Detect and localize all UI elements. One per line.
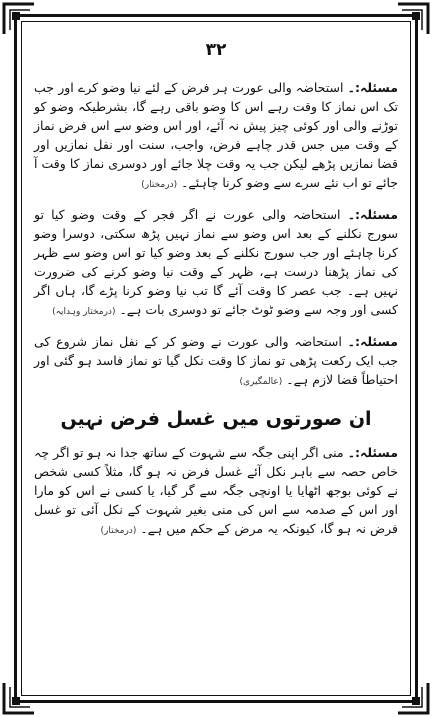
page-number: ۳۲	[205, 40, 227, 60]
masala-label: مسئلہ:۔	[347, 80, 398, 95]
page-content	[34, 78, 398, 551]
masala-label: مسئلہ:۔	[347, 207, 398, 222]
masala-label: مسئلہ:۔	[347, 334, 398, 349]
corner-ornament	[396, 681, 430, 715]
masala-text: منی اگر اپنی جگہ سے شہوت کے ساتھ جدا نہ ہو تو اگر چہ خاص حصہ سے باہر نکل آئے غسل فرض نہ ہو گا، مثلاً کسی شخص نے کوئی بوجھ اٹھایا یا اونچی جگہ سے گر گیا، یا کسی نے اس کو مارا اور اس کے صدمہ سے اس کی منی بغیر شہوت کے نکل آئی تو غسل فرض نہ ہو گا، کیونکہ یہ مرض کے حکم میں ہے۔	[34, 445, 398, 536]
masala-label: مسئلہ:۔	[347, 445, 398, 460]
corner-ornament	[396, 2, 430, 36]
reference: (درمختار وہدایہ)	[52, 307, 116, 317]
masala-paragraph	[34, 443, 398, 541]
masala-text: استحاضہ والی عورت نے اگر فجر کے وقت وضو کیا تو سورج نکلنے کے بعد اس وضو سے نماز نہیں پڑھ سکتی، دوسرا وضو کرنا چاہئے اور جب سورج نکلنے کے بعد وضو کیا تو اس وضو سے ظہر کی نماز پڑھنا درست ہے، ظہر کے وقت نیا وضو کرنے کی ضرورت نہیں ہے۔ جب عصر کا وقت آئے گا تب نیا وضو کرنا پڑے گا، ہاں اگر کسی اور وجہ سے وضو ٹوٹ جائے تو دوسری بات ہے۔	[34, 207, 398, 317]
reference: (درمختار)	[100, 526, 137, 536]
section-heading: ان صورتوں میں غسل فرض نہیں	[60, 408, 372, 430]
corner-ornament	[2, 2, 36, 36]
corner-ornament	[2, 681, 36, 715]
masala-text: استحاضہ والی عورت نے وضو کر کے نفل نماز شروع کی جب ایک رکعت پڑھی تو نماز کا وقت نکل گیا تو نماز فاسد ہو گئی اور احتیاطاً قضا لازم ہے۔	[34, 334, 398, 387]
masala-paragraph	[34, 332, 398, 392]
masala-paragraph	[34, 78, 398, 195]
reference: (درمختار)	[141, 180, 178, 190]
reference: (عالمگیری)	[239, 377, 283, 387]
masala-text: استحاضہ والی عورت ہر فرض کے لئے نیا وضو کرے اور جب تک اس نماز کا وقت رہے اس کا وضو باقی رہے گا، بشرطیکہ وضو کو توڑنے والی اور کوئی چیز پیش نہ آئے، اور اس وضو سے اس فرض نماز کے وقت میں جس قدر چاہے فرض، واجب، سنت اور نفل نمازیں اور قضا نمازیں پڑھے لیکن جب یہ وقت چلا جائے اور دوسری نماز کا وقت آ جائے تو اب نئے سرے سے وضو کرنا چاہئے۔	[34, 80, 398, 190]
masala-paragraph	[34, 205, 398, 322]
